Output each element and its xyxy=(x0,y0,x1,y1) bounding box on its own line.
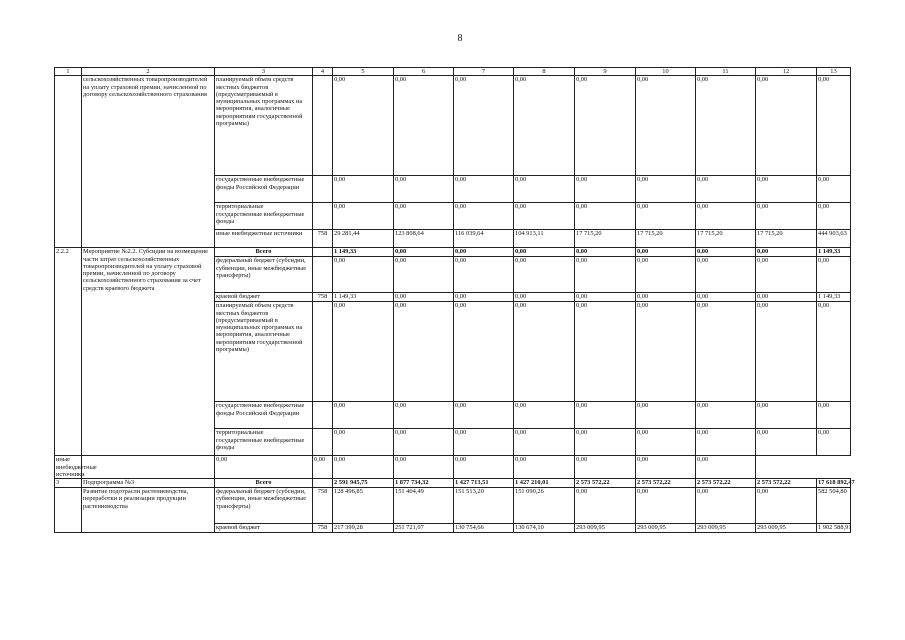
value-cell: 104 913,11 xyxy=(514,230,575,248)
value-cell: 0,00 xyxy=(756,402,817,429)
funding-source: территориальные государственные внебюджетные фонды xyxy=(215,429,313,456)
value-cell: 151 404,49 xyxy=(394,488,454,524)
value-cell: 116 039,64 xyxy=(454,230,514,248)
funding-source: планируемый объем средств местных бюджетов (предусматриваемый в муниципальных программах на мероприятия, аналогичные мероприятиям государственной программы) xyxy=(215,302,313,402)
value-cell: 0,00 xyxy=(454,176,514,203)
value-cell: 0,00 xyxy=(394,293,454,302)
value-cell: 0,00 xyxy=(333,76,394,176)
value-cell: 0,00 xyxy=(636,76,696,176)
value-cell: 2 573 572,22 xyxy=(696,479,756,488)
value-cell: 1 149,33 xyxy=(817,248,851,257)
value-cell: 0,00 xyxy=(696,248,756,257)
value-cell: 0,00 xyxy=(575,257,636,293)
table-row xyxy=(55,248,851,257)
row-name: Развитие подотрасли растениеводства, переработки и реализации продукции растениеводства xyxy=(82,488,215,533)
table-row xyxy=(55,488,851,524)
page-number: 8 xyxy=(457,33,463,44)
funding-source: краевой бюджет xyxy=(215,524,313,533)
value-cell: 444 903,63 xyxy=(817,230,851,248)
funding-source: государственные внебюджетные фонды Российской Федерации xyxy=(215,176,313,203)
value-cell: 0,00 xyxy=(333,402,394,429)
value-cell: 0,00 xyxy=(756,257,817,293)
value-cell: 0,00 xyxy=(394,429,454,456)
funding-source: краевой бюджет xyxy=(215,293,313,302)
value-cell: 1 902 588,91 xyxy=(818,524,852,532)
value-cell: 0,00 xyxy=(333,203,394,230)
value-cell: 1 877 734,32 xyxy=(394,479,454,488)
value-cell: 0,00 xyxy=(817,203,851,230)
column-header: 7 xyxy=(454,68,514,76)
value-cell: 0,00 xyxy=(454,248,514,257)
value-cell: 1 149,33 xyxy=(333,248,394,257)
value-cell: 0,00 xyxy=(636,203,696,230)
value-cell: 0,00 xyxy=(514,302,575,402)
column-header: 6 xyxy=(394,68,454,76)
value-cell: 0,00 xyxy=(333,176,394,203)
value-cell: 0,00 xyxy=(756,176,817,203)
value-cell: 2 573 572,22 xyxy=(636,479,696,488)
value-cell: 1 427 210,01 xyxy=(514,479,575,488)
value-cell: 0,00 xyxy=(817,429,851,456)
value-cell: 0,00 xyxy=(636,302,696,402)
value-cell: 0,00 xyxy=(514,402,575,429)
value-cell: 0,00 xyxy=(756,429,817,456)
value-cell: 0,00 xyxy=(454,257,514,293)
funding-source: Всего xyxy=(215,248,313,257)
value-cell: 1 149,33 xyxy=(817,293,851,302)
value-cell: 0,00 xyxy=(454,76,514,176)
value-cell: 0,00 xyxy=(215,456,313,479)
value-cell: 0,00 xyxy=(636,456,696,479)
value-cell: 0,00 xyxy=(696,456,756,479)
value-cell: 0,00 xyxy=(394,76,454,176)
column-header: 1 xyxy=(55,68,82,76)
value-cell: 0,00 xyxy=(756,293,817,302)
value-cell: 0,00 xyxy=(696,488,756,524)
value-cell: 0,00 xyxy=(394,248,454,257)
value-cell: 0,00 xyxy=(514,248,575,257)
value-cell: 293 009,95 xyxy=(575,524,636,533)
table-row xyxy=(55,76,851,176)
funding-source: федеральный бюджет (субсидии, субвенции, иные межбюджетные трансферты) xyxy=(215,488,313,524)
column-header: 10 xyxy=(636,68,696,76)
funding-source: федеральный бюджет (субсидии, субвенции, иные межбюджетные трансферты) xyxy=(215,257,313,293)
value-cell: 0,00 xyxy=(696,176,756,203)
code-cell xyxy=(313,257,333,293)
value-cell: 0,00 xyxy=(756,488,817,524)
value-cell: 0,00 xyxy=(756,302,817,402)
value-cell: 0,00 xyxy=(454,203,514,230)
value-cell: 582 504,80 xyxy=(817,488,851,524)
value-cell: 0,00 xyxy=(514,293,575,302)
row-name: Подпрограмма №3 xyxy=(82,479,215,488)
value-cell: 0,00 xyxy=(817,176,851,203)
value-cell: 2 591 945,75 xyxy=(333,479,394,488)
row-code xyxy=(55,76,82,248)
value-cell: 0,00 xyxy=(575,429,636,456)
value-cell: 17 715,20 xyxy=(696,230,756,248)
value-cell: 0,00 xyxy=(333,257,394,293)
value-cell: 0,00 xyxy=(636,176,696,203)
value-cell: 0,00 xyxy=(696,302,756,402)
value-cell: 0,00 xyxy=(636,293,696,302)
row-code xyxy=(55,488,82,533)
value-cell: 0,00 xyxy=(636,402,696,429)
value-cell: 1 149,33 xyxy=(333,293,394,302)
value-cell: 0,00 xyxy=(333,429,394,456)
value-cell: 0,00 xyxy=(575,176,636,203)
value-cell: 0,00 xyxy=(313,456,333,479)
funding-source: иные внебюджетные источники xyxy=(56,456,97,478)
funding-source: территориальные государственные внебюджетные фонды xyxy=(215,203,313,230)
row-name: Мероприятие №2.2. Субсидии на возмещение части затрат сельскохозяйственных товаропроизводителей на уплату страховой премии, начисленной по договору сельскохозяйственного страхования за счет средств краевого бюджета xyxy=(82,248,215,456)
value-cell: 0,00 xyxy=(817,257,851,293)
value-cell: 293 009,95 xyxy=(756,524,817,533)
table-row xyxy=(55,479,851,488)
value-cell: 0,00 xyxy=(514,456,575,479)
column-header: 5 xyxy=(333,68,394,76)
code-cell xyxy=(313,176,333,203)
column-header: 2 xyxy=(82,68,215,76)
value-cell: 0,00 xyxy=(575,488,636,524)
value-cell: 2 573 572,22 xyxy=(756,479,817,488)
value-cell: 0,00 xyxy=(636,488,696,524)
value-cell: 17 715,20 xyxy=(756,230,817,248)
code-cell xyxy=(313,402,333,429)
value-cell: 130 754,66 xyxy=(454,524,514,533)
value-cell: 0,00 xyxy=(454,293,514,302)
row-code: 3 xyxy=(55,479,82,488)
value-cell: 0,00 xyxy=(394,402,454,429)
funding-source: иные внебюджетные источники xyxy=(215,230,313,248)
row-name: сельскохозяйственных товаропроизводителей на уплату страховой премии, начисленной по договору сельскохозяйственного страхования xyxy=(82,76,215,248)
value-cell: 151 513,20 xyxy=(454,488,514,524)
value-cell: 0,00 xyxy=(333,456,394,479)
value-cell: 0,00 xyxy=(817,402,851,429)
funding-source: планируемый объем средств местных бюджетов (предусматриваемый в муниципальных программах на мероприятия, аналогичные мероприятиям государственной программы) xyxy=(215,76,313,176)
column-header: 13 xyxy=(817,68,851,76)
value-cell: 2 573 572,22 xyxy=(575,479,636,488)
value-cell: 0,00 xyxy=(575,203,636,230)
value-cell: 0,00 xyxy=(696,257,756,293)
value-cell: 0,00 xyxy=(696,203,756,230)
value-cell: 0,00 xyxy=(575,456,636,479)
value-cell: 0,00 xyxy=(514,176,575,203)
column-header: 4 xyxy=(313,68,333,76)
value-cell: 17 715,20 xyxy=(575,230,636,248)
value-cell: 0,00 xyxy=(575,302,636,402)
value-cell: 0,00 xyxy=(756,76,817,176)
value-cell: 151 090,26 xyxy=(514,488,575,524)
value-cell: 0,00 xyxy=(394,176,454,203)
column-header: 9 xyxy=(575,68,636,76)
value-cell: 0,00 xyxy=(575,293,636,302)
value-cell: 0,00 xyxy=(394,456,454,479)
code-cell: 758 xyxy=(313,488,333,524)
value-cell: 0,00 xyxy=(514,203,575,230)
code-cell xyxy=(313,76,333,176)
column-header: 11 xyxy=(696,68,756,76)
code-cell: 758 xyxy=(313,524,333,533)
value-cell: 17 618 892,47 xyxy=(818,479,855,487)
value-cell: 29 281,44 xyxy=(333,230,394,248)
value-cell: 0,00 xyxy=(394,302,454,402)
value-cell: 0,00 xyxy=(454,402,514,429)
table-body xyxy=(55,68,855,533)
value-cell: 0,00 xyxy=(756,248,817,257)
column-header: 12 xyxy=(756,68,817,76)
value-cell: 0,00 xyxy=(575,76,636,176)
value-cell: 0,00 xyxy=(454,456,514,479)
code-cell xyxy=(313,429,333,456)
code-cell xyxy=(82,456,215,479)
value-cell: 128 496,85 xyxy=(333,488,394,524)
value-cell: 0,00 xyxy=(817,76,851,176)
value-cell: 0,00 xyxy=(696,402,756,429)
row-code: 2.2.2 xyxy=(55,248,82,456)
value-cell: 0,00 xyxy=(333,302,394,402)
value-cell: 0,00 xyxy=(514,257,575,293)
value-cell: 0,00 xyxy=(696,429,756,456)
value-cell: 217 399,28 xyxy=(333,524,394,533)
value-cell: 1 427 713,51 xyxy=(454,479,514,488)
value-cell: 293 009,95 xyxy=(636,524,696,533)
code-cell xyxy=(313,203,333,230)
value-cell: 0,00 xyxy=(756,203,817,230)
value-cell: 293 009,95 xyxy=(696,524,756,533)
header-row xyxy=(55,68,851,76)
column-header: 8 xyxy=(514,68,575,76)
value-cell: 0,00 xyxy=(636,257,696,293)
value-cell: 17 715,20 xyxy=(636,230,696,248)
value-cell: 0,00 xyxy=(575,248,636,257)
value-cell: 0,00 xyxy=(696,293,756,302)
value-cell: 0,00 xyxy=(454,302,514,402)
value-cell: 0,00 xyxy=(514,429,575,456)
value-cell: 0,00 xyxy=(696,76,756,176)
value-cell: 0,00 xyxy=(514,76,575,176)
value-cell: 0,00 xyxy=(817,302,851,402)
value-cell: 0,00 xyxy=(575,402,636,429)
code-cell: 758 xyxy=(313,230,333,248)
code-cell xyxy=(313,479,333,488)
value-cell: 130 674,10 xyxy=(514,524,575,533)
value-cell: 251 721,07 xyxy=(394,524,454,533)
value-cell: 0,00 xyxy=(454,429,514,456)
funding-source: государственные внебюджетные фонды Российской Федерации xyxy=(215,402,313,429)
code-cell xyxy=(313,248,333,257)
value-cell: 123 808,64 xyxy=(394,230,454,248)
column-header: 3 xyxy=(215,68,313,76)
code-cell xyxy=(313,302,333,402)
table-row xyxy=(55,456,851,479)
value-cell: 0,00 xyxy=(394,203,454,230)
value-cell: 0,00 xyxy=(636,248,696,257)
funding-source: Всего xyxy=(215,479,313,488)
budget-table xyxy=(54,67,855,533)
value-cell: 0,00 xyxy=(636,429,696,456)
code-cell: 758 xyxy=(313,293,333,302)
value-cell: 0,00 xyxy=(394,257,454,293)
